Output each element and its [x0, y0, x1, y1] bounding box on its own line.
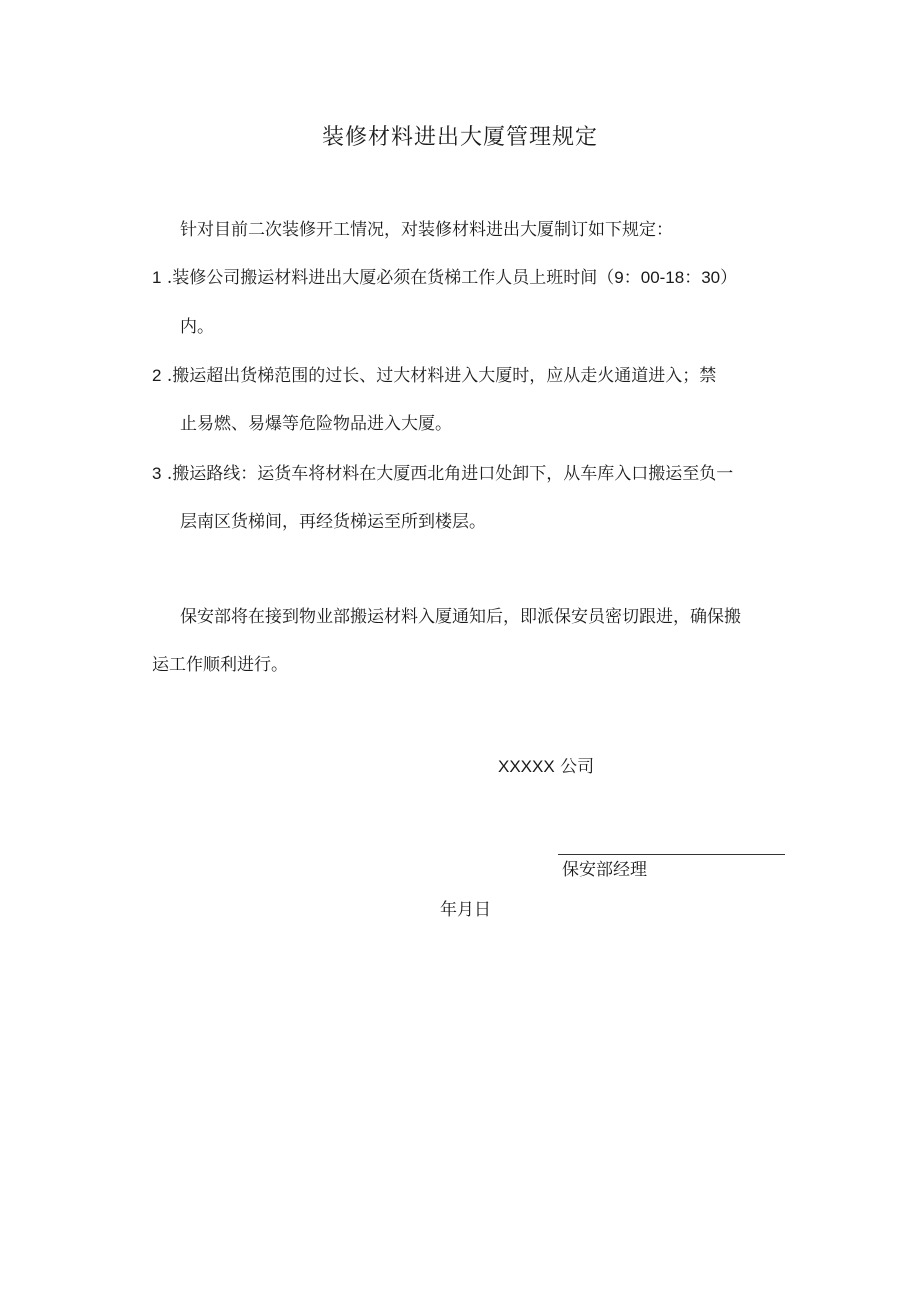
- rule-item-1-line-1: [152, 265, 737, 291]
- rule-item-2-line-2: 止易燃、易爆等危险物品进入大厦。: [180, 414, 452, 434]
- rule-item-3-text: .搬运路线：运货车将材料在大厦西北角进口处卸下，从车库入口搬运至负一: [166, 464, 734, 484]
- closing-paragraph-line-1: 保安部将在接到物业部搬运材料入厦通知后，即派保安员密切跟进，确保搬: [180, 607, 741, 627]
- rule-item-1-time: 9：00-18：30: [614, 268, 721, 287]
- rule-item-2-number: 2: [152, 366, 162, 385]
- rule-item-1-text: .装修公司搬运材料进出大厦必须在货梯工作人员上班时间（: [166, 268, 615, 288]
- rule-item-2-text: .搬运超出货梯范围的过长、过大材料进入大厦时，应从走火通道进入；禁: [166, 366, 717, 386]
- closing-paragraph-line-2: 运工作顺利进行。: [152, 655, 288, 675]
- company-name: XXXXX: [498, 757, 555, 776]
- rule-item-1-line-2: 内。: [180, 317, 214, 337]
- date-label: 年月日: [440, 900, 491, 920]
- rule-item-1-close-paren: ）: [720, 268, 738, 288]
- signer-title: 保安部经理: [562, 860, 647, 880]
- document-title: 装修材料进出大厦管理规定: [321, 125, 598, 150]
- rule-item-2-line-1: [152, 363, 716, 389]
- rule-item-3-line-1: [152, 461, 733, 487]
- intro-paragraph: 针对目前二次装修开工情况，对装修材料进出大厦制订如下规定：: [180, 220, 673, 240]
- rule-item-3-number: 3: [152, 464, 162, 483]
- company-signature: [498, 754, 594, 780]
- signature-line: [558, 854, 785, 855]
- rule-item-1-number: 1: [152, 268, 162, 287]
- company-suffix: 公司: [560, 757, 595, 777]
- rule-item-3-line-2: 层南区货梯间，再经货梯运至所到楼层。: [180, 512, 486, 532]
